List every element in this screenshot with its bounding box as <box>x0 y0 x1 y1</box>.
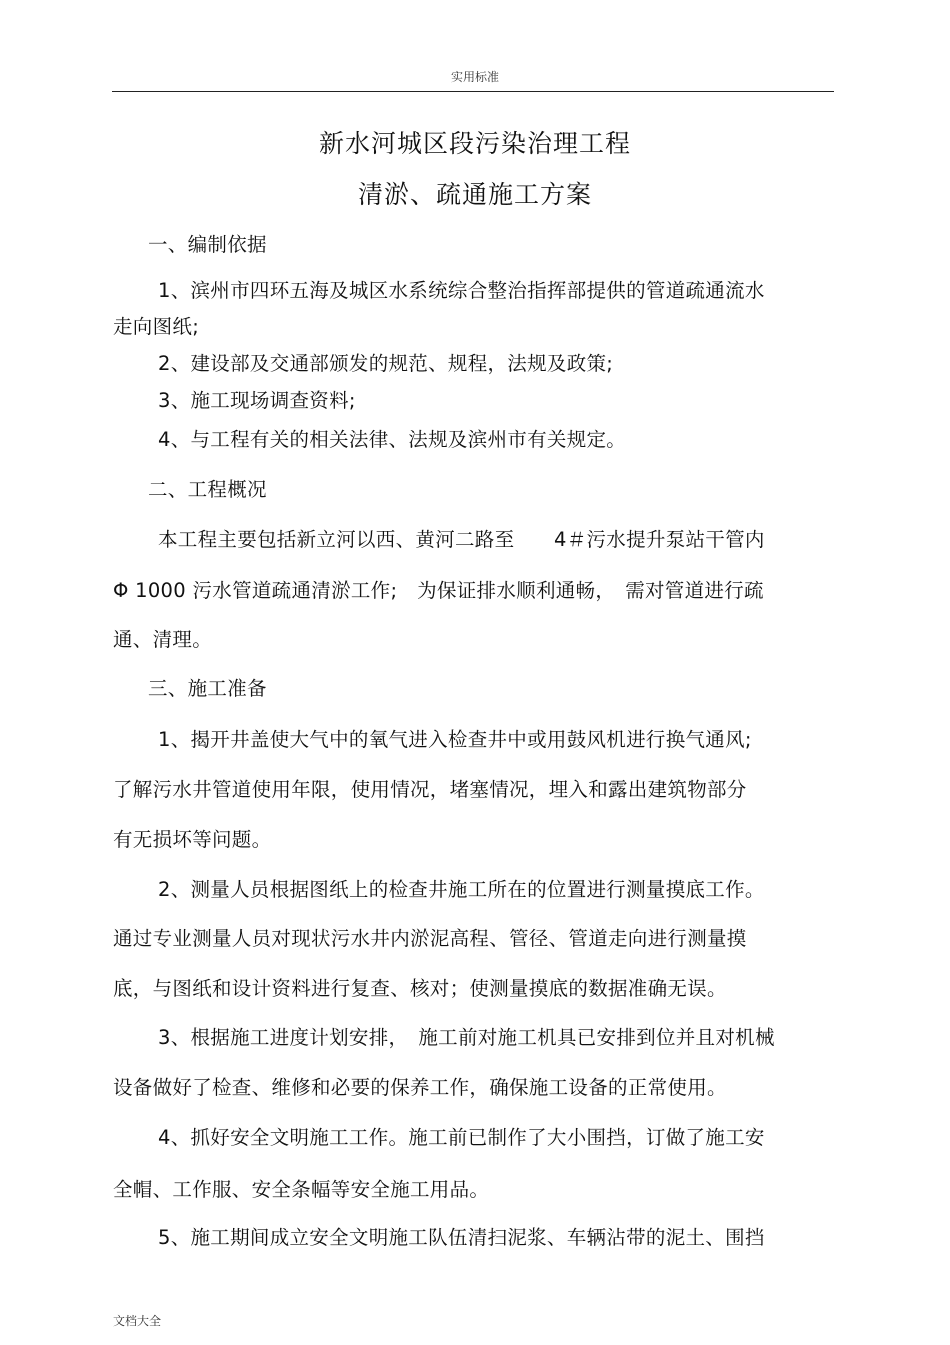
paragraph-line: 底，与图纸和设计资料进行复查、核对；使测量摸底的数据准确无误。 <box>113 977 727 1000</box>
page-header: 实用标准 <box>450 70 499 84</box>
paragraph-line: 3、施工现场调查资料; <box>158 389 356 412</box>
section-heading: 一、编制依据 <box>148 233 267 256</box>
doc-subtitle: 清淤、疏通施工方案 <box>357 180 592 209</box>
doc-title: 新水河城区段污染治理工程 <box>318 129 631 158</box>
paragraph-line: 走向图纸; <box>113 315 200 338</box>
paragraph-line: 本工程主要包括新立河以西、黄河二路至 4＃污水提升泵站干管内 <box>158 528 765 551</box>
paragraph-line: 设备做好了检查、维修和必要的保养工作，确保施工设备的正常使用。 <box>113 1076 727 1099</box>
paragraph-line: 4、与工程有关的相关法律、法规及滨州市有关规定。 <box>158 428 627 451</box>
paragraph-line: 1、揭开井盖使大气中的氧气进入检查井中或用鼓风机进行换气通风; <box>158 728 752 751</box>
paragraph-line: 通、清理。 <box>113 628 213 651</box>
paragraph-line: 2、建设部及交通部颁发的规范、规程，法规及政策; <box>158 352 614 375</box>
header-rule <box>112 91 834 92</box>
paragraph-line: Φ 1000 污水管道疏通清淤工作; 为保证排水顺利通畅， 需对管道进行疏 <box>113 579 764 602</box>
paragraph-line: 全帽、工作服、安全条幅等安全施工用品。 <box>113 1178 490 1201</box>
section-heading: 三、施工准备 <box>148 677 267 700</box>
page-footer: 文档大全 <box>113 1314 162 1328</box>
paragraph-line: 4、抓好安全文明施工工作。施工前已制作了大小围挡，订做了施工安 <box>158 1126 765 1149</box>
paragraph-line: 2、测量人员根据图纸上的检查井施工所在的位置进行测量摸底工作。 <box>158 878 765 901</box>
paragraph-line: 通过专业测量人员对现状污水井内淤泥高程、管径、管道走向进行测量摸 <box>113 927 747 950</box>
paragraph-line: 了解污水井管道使用年限，使用情况，堵塞情况，埋入和露出建筑物部分 <box>113 778 747 801</box>
paragraph-line: 3、根据施工进度计划安排， 施工前对施工机具已安排到位并且对机械 <box>158 1026 775 1049</box>
paragraph-line: 有无损坏等问题。 <box>113 828 272 851</box>
section-heading: 二、工程概况 <box>148 478 267 501</box>
paragraph-line: 5、施工期间成立安全文明施工队伍清扫泥浆、车辆沾带的泥土、围挡 <box>158 1226 765 1249</box>
paragraph-line: 1、滨州市四环五海及城区水系统综合整治指挥部提供的管道疏通流水 <box>158 279 765 302</box>
